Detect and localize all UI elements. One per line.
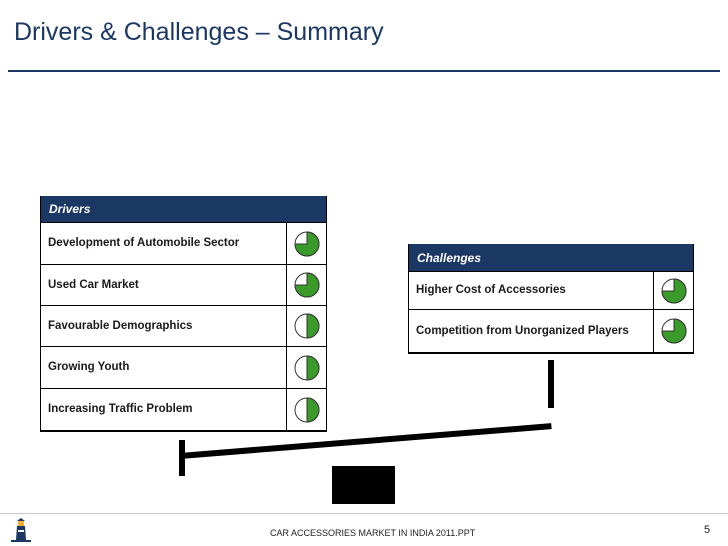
row-label: Competition from Unorganized Players — [416, 324, 629, 337]
footer-label: CAR ACCESSORIES MARKET IN INDIA 2011.PPT — [270, 528, 476, 538]
page-number: 5 — [704, 524, 711, 536]
row-label: Growing Youth — [48, 361, 130, 373]
row-label: Higher Cost of Accessories — [416, 284, 566, 296]
balance-fulcrum — [332, 466, 395, 504]
footer-divider — [0, 513, 728, 514]
balance-left-leg — [179, 440, 185, 476]
lighthouse-logo-icon — [9, 518, 33, 542]
balance-beam — [181, 423, 551, 459]
balance-right-leg — [548, 360, 554, 408]
row-label: Favourable Demographics — [48, 319, 193, 332]
row-label: Used Car Market — [48, 278, 139, 291]
row-label: Increasing Traffic Problem — [48, 403, 193, 415]
page-title: Drivers & Challenges – Summary — [14, 18, 384, 46]
challenges-header: Challenges — [409, 244, 693, 271]
row-label: Development of Automobile Sector — [48, 237, 240, 249]
drivers-header: Drivers — [41, 196, 326, 222]
